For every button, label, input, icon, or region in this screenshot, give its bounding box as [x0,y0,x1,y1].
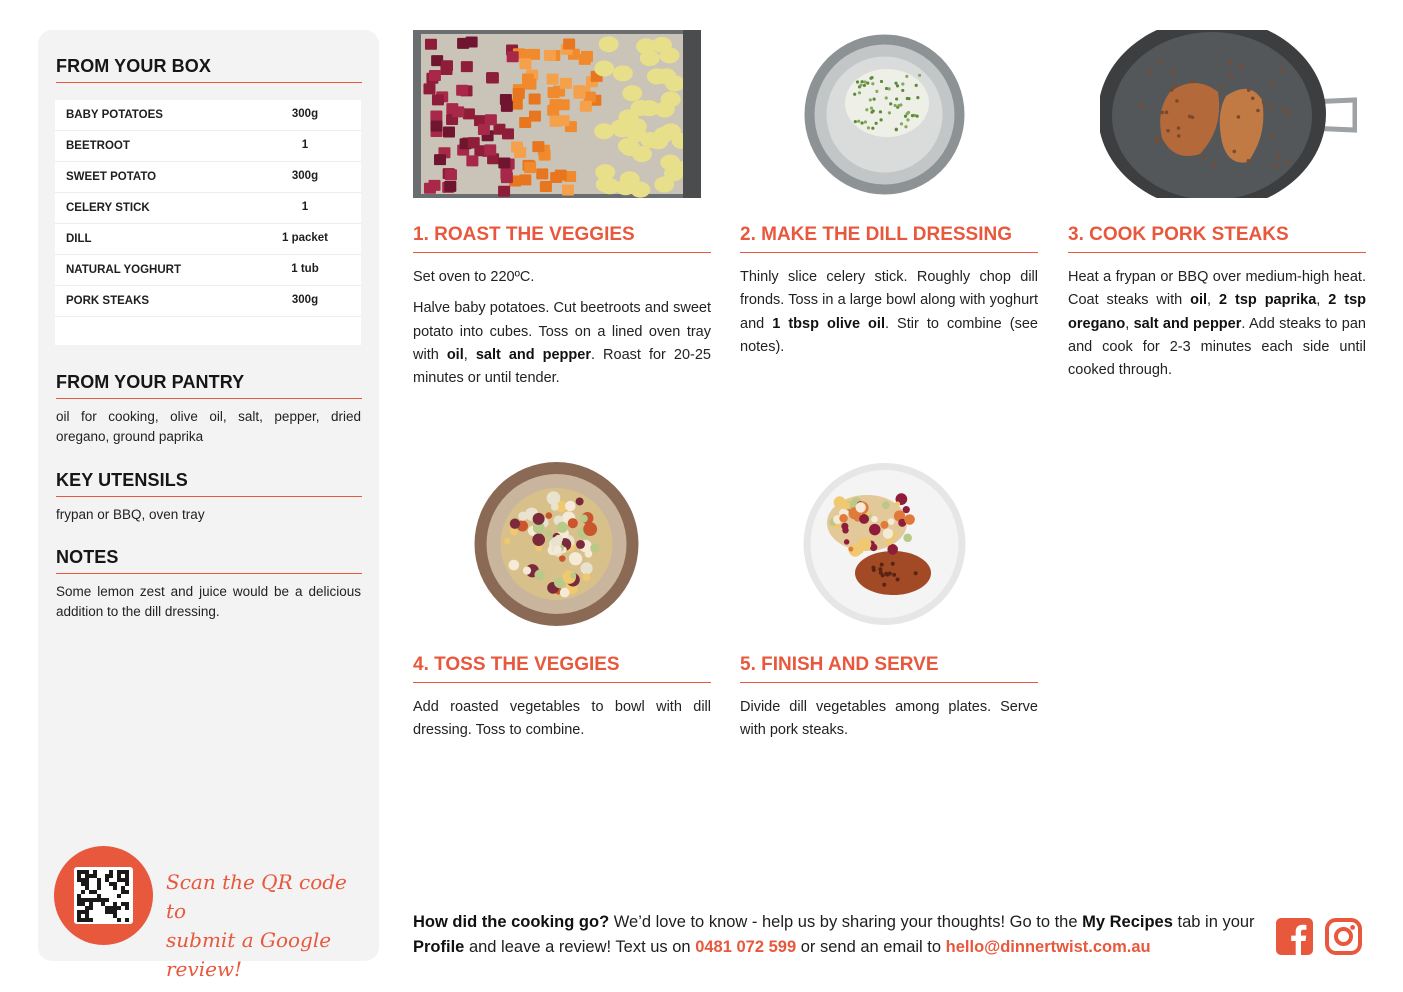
ingredient-name: NATURAL YOGHURT [66,264,181,276]
notes-heading: NOTES [56,547,362,574]
bold-run: 2 tsp paprika [1219,292,1317,309]
qr-badge[interactable] [54,846,153,945]
ingredient-name: PORK STEAKS [66,295,150,307]
facebook-icon[interactable] [1276,918,1313,955]
utensils-text: frypan or BBQ, oven tray [56,507,205,522]
ingredient-name: SWEET POTATO [66,171,157,183]
text-run: , [1125,315,1134,332]
bold-run: 2 tsp oregano [1068,292,1366,332]
step-4-text [413,696,711,743]
step-1-para [413,297,711,390]
bold-run: salt and pepper [1133,315,1242,332]
utensils-heading: KEY UTENSILS [56,470,362,497]
table-row [55,131,361,162]
ingredient-qty: 1 [301,139,309,151]
text-run: Halve baby potatoes. Cut beetroots and sweet potato into cubes. Toss on a lined oven tray with [413,300,711,363]
ingredient-qty: 300g [291,294,319,306]
instagram-icon[interactable] [1325,918,1362,955]
email-link[interactable]: hello@dinnertwist.com.au [945,938,1151,956]
ingredients-table [55,100,361,345]
step-3-text [1068,266,1366,382]
ingredient-qty: 1 [301,201,309,213]
phone-link[interactable]: 0481 072 599 [695,938,797,956]
step-2-text [740,266,1038,359]
text-run: , [1316,292,1329,309]
table-row [55,224,361,255]
step-5-title: 5. FINISH AND SERVE [740,654,1038,683]
plated-dish-photo [801,461,968,627]
pork-steaks-photo [1100,30,1357,198]
pantry-heading: FROM YOUR PANTRY [56,372,362,399]
step-5-text [740,696,1038,743]
qr-caption-line: Scan the QR code to [166,870,347,923]
bold-run: oil [446,346,464,363]
text-run: . Stir to combine (see notes). [740,315,1038,355]
step-4-para: Add roasted vegetables to bowl with dill dressing. Toss to combine. [413,699,711,739]
my-recipes-label: My Recipes [1082,913,1173,931]
tossed-veggies-photo [473,461,640,627]
table-row [55,100,361,131]
text-run: or send an email to [796,938,946,956]
text-run: . Add steaks to pan and cook for 2-3 minutes each side until cooked through. [1068,315,1366,379]
sidebar-panel [38,30,379,981]
step-2-title: 2. MAKE THE DILL DRESSING [740,224,1038,253]
text-run: . Roast for 20-25 minutes or until tender. [413,346,711,387]
step-3-para [1068,266,1366,382]
footer-question: How did the cooking go? [413,913,610,931]
notes-text: Some lemon zest and juice would be a delicious addition to the dill dressing. [56,584,361,619]
feedback-footer [413,910,1263,960]
text-run: We’d love to know - help us by sharing your thoughts! Go to the [609,913,1083,931]
ingredient-qty: 300g [291,108,319,120]
step-2-para [740,266,1038,359]
roast-veggies-photo [413,30,701,198]
text-run: tab in your [1172,913,1255,931]
step-1-text [413,266,711,390]
box-heading: FROM YOUR BOX [56,56,362,83]
ingredient-qty: 300g [291,170,319,182]
step-1-para: Set oven to 220ºC. [413,269,535,285]
profile-label: Profile [413,938,465,956]
table-row [55,286,361,317]
table-row [55,162,361,193]
bold-run: salt and pepper [475,346,591,363]
ingredient-name: CELERY STICK [66,202,150,214]
pantry-text: oil for cooking, olive oil, salt, pepper, dried oregano, ground paprika [56,409,361,444]
step-1-title: 1. ROAST THE VEGGIES [413,224,711,253]
table-row [55,255,361,286]
ingredient-name: BEETROOT [66,140,130,152]
step-4-title: 4. TOSS THE VEGGIES [413,654,711,683]
ingredient-name: BABY POTATOES [66,109,163,121]
step-5-para: Divide dill vegetables among plates. Serve with pork steaks. [740,699,1038,739]
bold-run: 1 tbsp olive oil [772,315,885,332]
dill-dressing-photo [803,33,966,196]
ingredient-qty: 1 tub [291,263,319,275]
bold-run: oil [1190,292,1208,309]
qr-caption-line: submit a Google review! [166,928,332,981]
text-run: Thinly slice celery stick. Roughly chop dill fronds. Toss in a large bowl along with yoghurt and [740,269,1038,332]
text-run: , [463,346,476,363]
qr-caption [166,868,366,984]
step-3-title: 3. COOK PORK STEAKS [1068,224,1366,253]
text-run: and leave a review! Text us on [464,938,696,956]
text-run: , [1207,292,1220,309]
qr-code-icon [74,867,133,924]
ingredient-qty: 1 packet [281,232,329,244]
table-row [55,193,361,224]
text-run: Heat a frypan or BBQ over medium-high heat. Coat steaks with [1068,269,1366,309]
ingredient-name: DILL [66,233,92,245]
